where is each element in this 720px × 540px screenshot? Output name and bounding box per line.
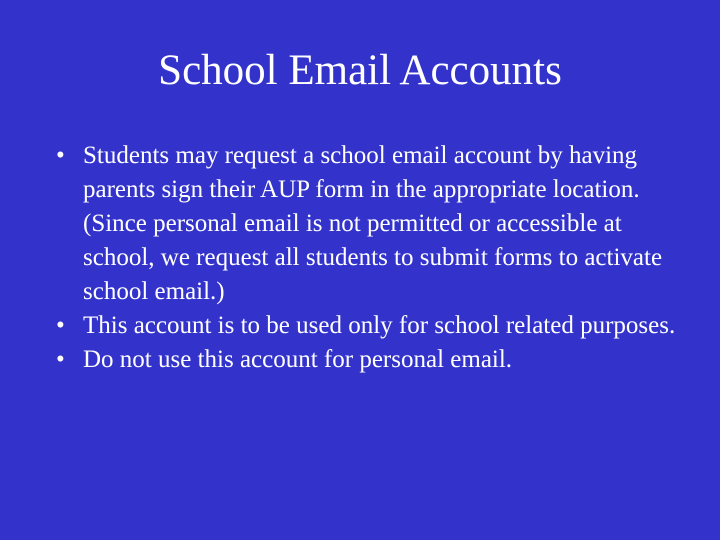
bullet-text: Do not use this account for personal email. — [83, 346, 513, 373]
bullet-item — [56, 309, 676, 343]
bullet-icon: • — [56, 346, 65, 373]
bullet-icon: • — [56, 142, 65, 169]
bullet-item — [56, 343, 676, 377]
slide-title: School Email Accounts — [158, 47, 562, 94]
bullet-icon: • — [56, 312, 65, 339]
bullet-list — [56, 139, 676, 377]
bullet-text: Students may request a school email account by having parents sign their AUP form in the appropriate location. (Since personal email is not permitted or accessible at school, we request all students to submit forms to activate school email.) — [83, 142, 663, 305]
bullet-text: This account is to be used only for school related purposes. — [83, 312, 676, 339]
bullet-item — [56, 139, 676, 309]
